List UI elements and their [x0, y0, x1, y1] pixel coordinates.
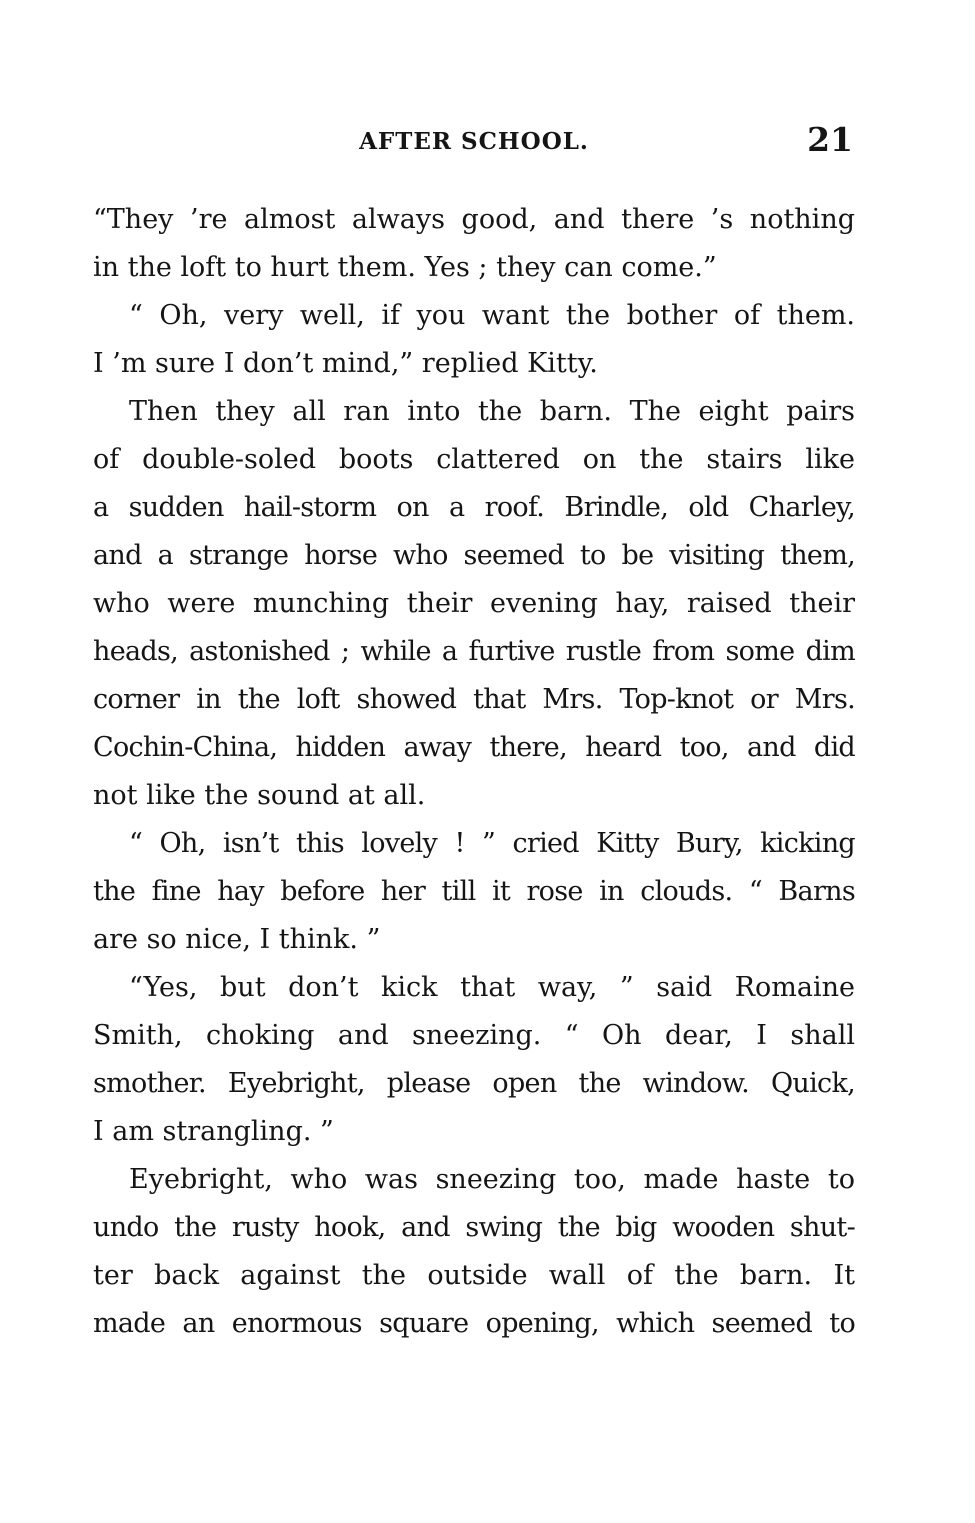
text-line: in the loft to hurt them. Yes ; they can come.” [93, 252, 717, 283]
text-line: not like the sound at all. [93, 780, 426, 811]
text-line: undo the rusty hook, and swing the big wooden shut- [93, 1212, 855, 1243]
text-line: of double-soled boots clattered on the stairs like [93, 444, 855, 475]
text-line: a sudden hail-storm on a roof. Brindle, old Charley, [93, 492, 855, 523]
text-line: “They ’re almost always good, and there ’s nothing [93, 204, 855, 235]
text-line: and a strange horse who seemed to be visiting them, [93, 540, 855, 571]
text-line: made an enormous square opening, which seemed to [93, 1308, 855, 1339]
text-line: “ Oh, isn’t this lovely ! ” cried Kitty Bury, kicking [129, 828, 855, 859]
page-number: 21 [807, 120, 853, 159]
text-line: “ Oh, very well, if you want the bother of them. [129, 300, 855, 331]
text-line: smother. Eyebright, please open the window. Quick, [93, 1068, 855, 1099]
text-line: who were munching their evening hay, raised their [93, 588, 855, 619]
running-title: AFTER SCHOOL. [359, 128, 589, 155]
text-line: the fine hay before her till it rose in clouds. “ Barns [93, 876, 855, 907]
text-line: Smith, choking and sneezing. “ Oh dear, I shall [93, 1020, 855, 1051]
text-line: I ’m sure I don’t mind,” replied Kitty. [93, 348, 598, 379]
text-line: are so nice, I think. ” [93, 924, 381, 955]
text-line: “Yes, but don’t kick that way, ” said Romaine [129, 972, 855, 1003]
body-text [93, 196, 855, 1348]
text-line: corner in the loft showed that Mrs. Top-knot or Mrs. [93, 684, 855, 715]
text-line: I am strangling. ” [93, 1116, 334, 1147]
text-line: ter back against the outside wall of the barn. It [93, 1260, 855, 1291]
text-line: Then they all ran into the barn. The eight pairs [129, 396, 855, 427]
text-line: heads, astonished ; while a furtive rustle from some dim [93, 636, 855, 667]
running-head [93, 120, 855, 160]
text-line: Cochin-China, hidden away there, heard too, and did [93, 732, 855, 763]
text-line: Eyebright, who was sneezing too, made haste to [129, 1164, 855, 1195]
